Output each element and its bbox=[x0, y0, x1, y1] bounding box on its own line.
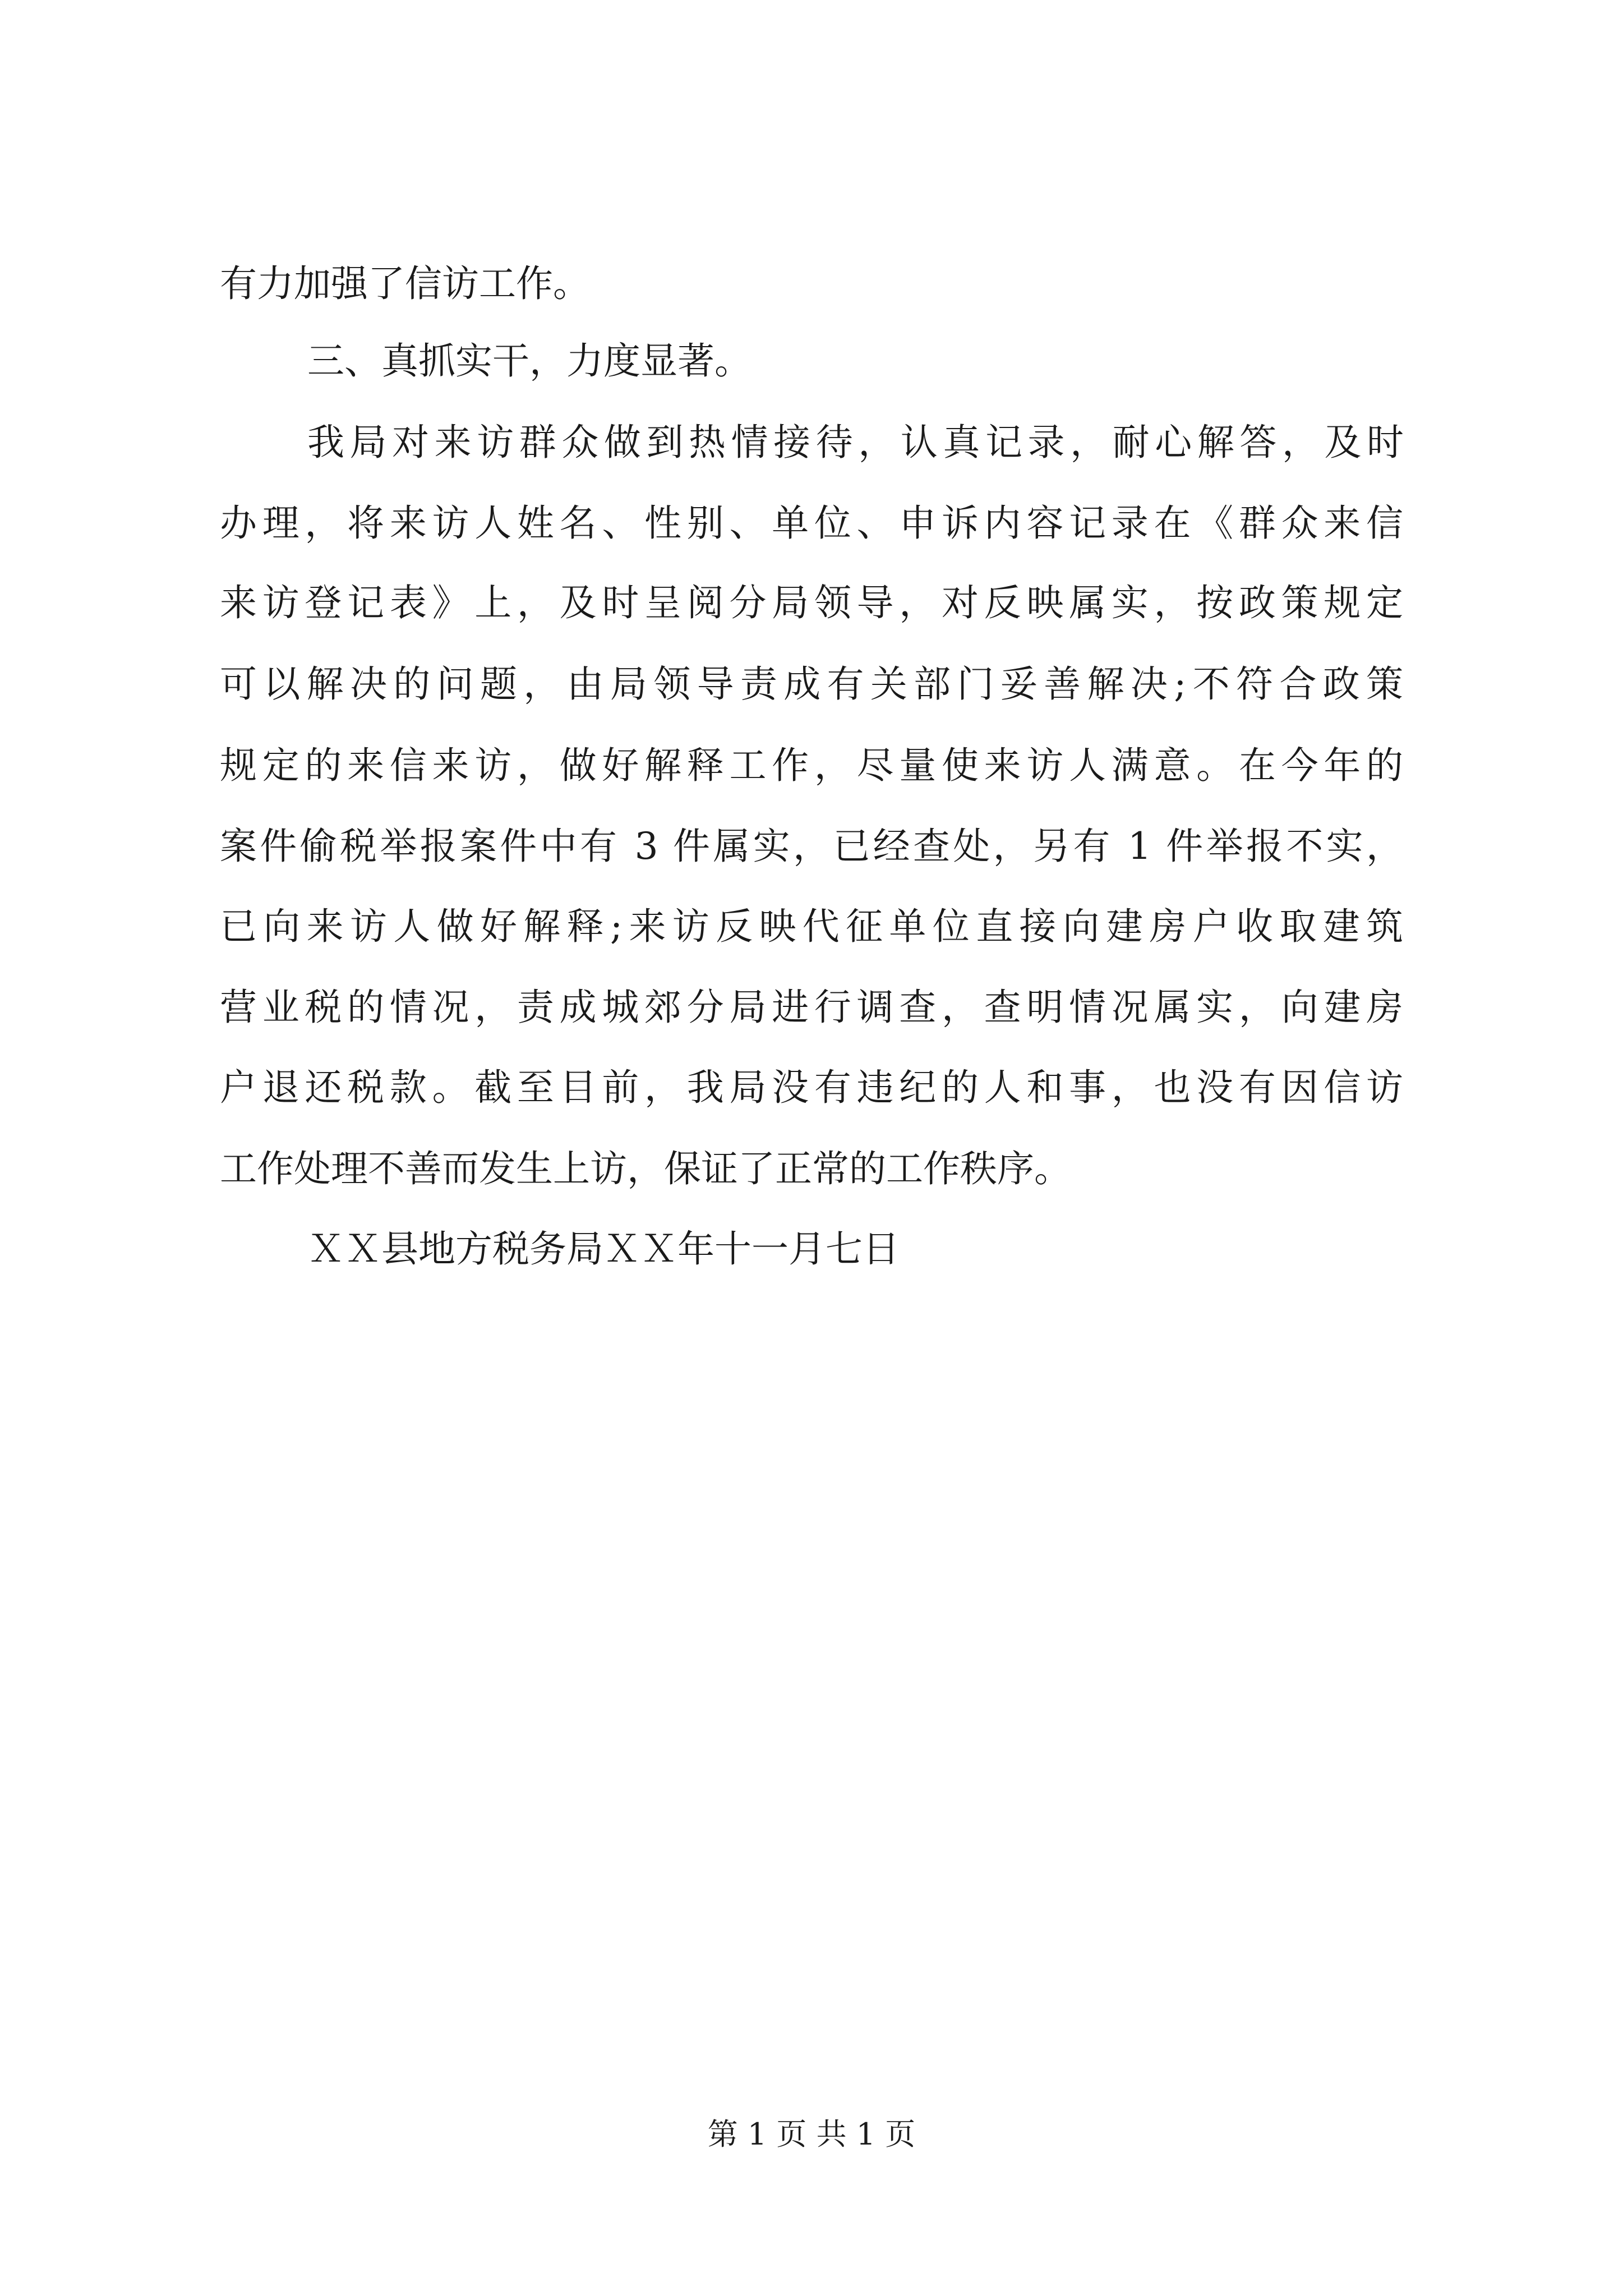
paragraph-line: 我局对来访群众做到热情接待，认真记录，耐心解答，及时 bbox=[307, 421, 1404, 464]
paragraph-line: 已向来访人做好解释;来访反映代征单位直接向建房户收取建筑 bbox=[220, 905, 1403, 948]
signature-date-line: ＸＸ县地方税务局ＸＸ年十一月七日 bbox=[307, 1227, 900, 1271]
paragraph-line: 营业税的情况，责成城郊分局进行调查，查明情况属实，向建房 bbox=[220, 986, 1403, 1029]
paragraph-line: 有力加强了信访工作。 bbox=[220, 262, 590, 305]
section-heading: 三、真抓实干，力度显著。 bbox=[307, 339, 751, 383]
page-number-footer: 第 1 页 共 1 页 bbox=[707, 2116, 916, 2152]
paragraph-line: 案件偷税举报案件中有 3 件属实，已经查处，另有 1 件举报不实， bbox=[220, 825, 1403, 868]
paragraph-line: 户退还税款。截至目前，我局没有违纪的人和事，也没有因信访 bbox=[220, 1066, 1403, 1109]
paragraph-line: 办理，将来访人姓名、性别、单位、申诉内容记录在《群众来信 bbox=[220, 501, 1403, 545]
paragraph-line: 工作处理不善而发生上访，保证了正常的工作秩序。 bbox=[220, 1147, 1071, 1190]
paragraph-line: 规定的来信来访，做好解释工作，尽量使来访人满意。在今年的 bbox=[220, 744, 1403, 787]
paragraph-line: 可以解决的问题，由局领导责成有关部门妥善解决;不符合政策 bbox=[220, 662, 1403, 706]
paragraph-line: 来访登记表》上，及时呈阅分局领导，对反映属实，按政策规定 bbox=[220, 581, 1403, 624]
